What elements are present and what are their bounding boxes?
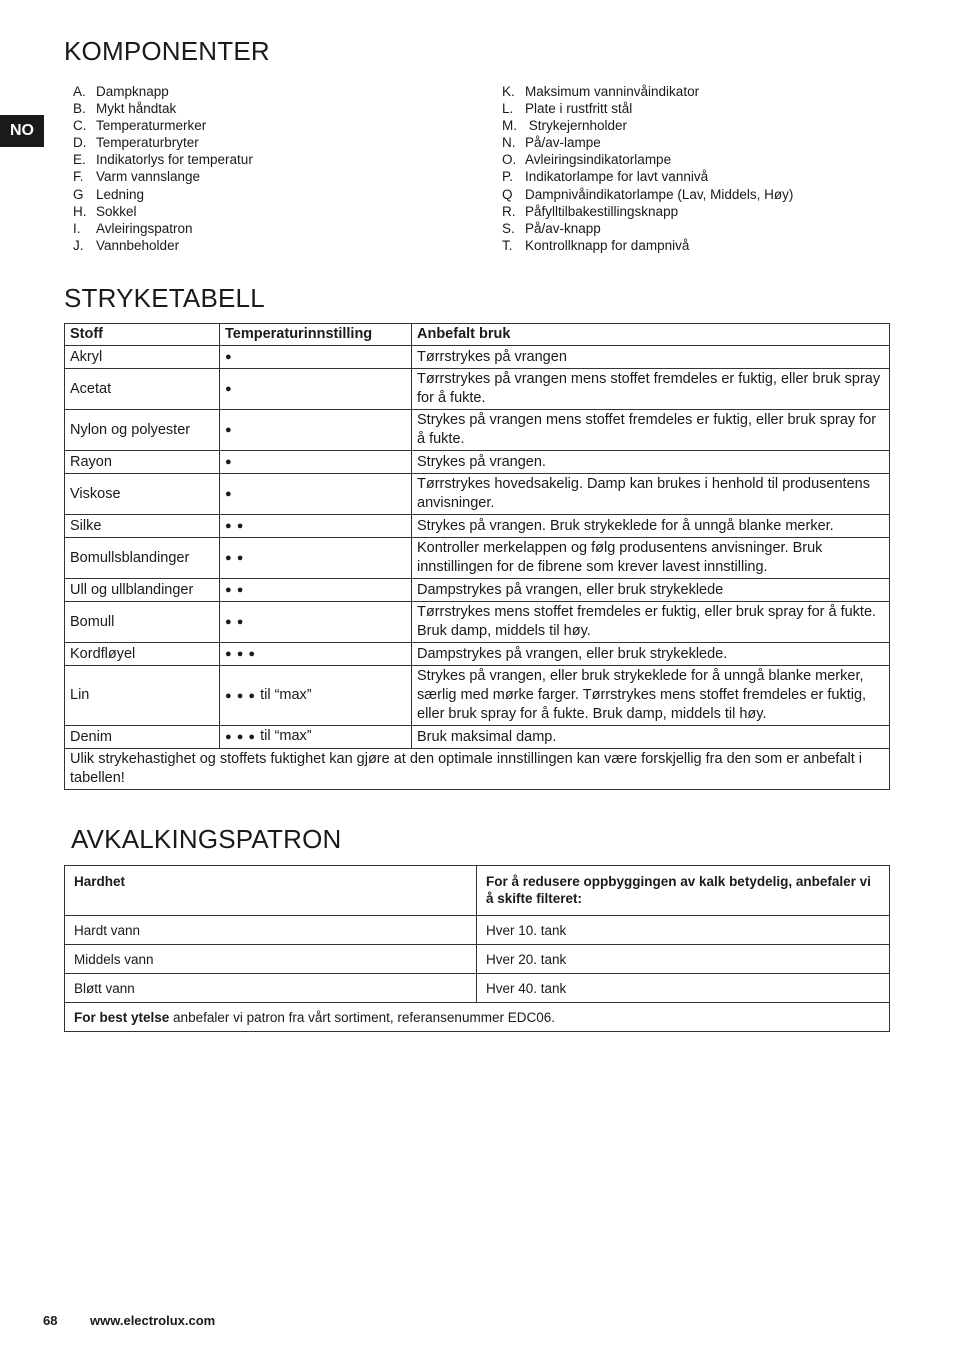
cell-hardhet: Bløtt vann <box>65 974 477 1003</box>
component-item <box>502 220 793 237</box>
component-label: Ledning <box>96 186 145 202</box>
component-label: Kontrollknapp for dampnivå <box>525 237 690 253</box>
component-item <box>502 100 793 117</box>
component-item <box>73 220 253 237</box>
temperature-extra: til “max” <box>256 728 312 744</box>
cell-anbefalt-bruk: Tørrstrykes hovedsakelig. Damp kan brukes i henhold til produsentens anvisninger. <box>412 474 890 515</box>
component-item <box>73 151 253 168</box>
cell-anbefalt-bruk: Bruk maksimal damp. <box>412 726 890 749</box>
component-item <box>73 117 253 134</box>
component-list-left <box>73 83 253 254</box>
component-letter: T. <box>502 237 513 253</box>
component-letter: R. <box>502 203 516 219</box>
component-letter: L. <box>502 101 514 117</box>
table-row <box>65 410 890 451</box>
component-label: Sokkel <box>96 203 137 219</box>
temperature-dots: ● <box>225 488 233 500</box>
table-row <box>65 643 890 666</box>
component-letter: A. <box>73 84 86 99</box>
component-label: Strykejernholder <box>525 118 628 134</box>
table-row <box>65 346 890 369</box>
header-anbefaling: For å redusere oppbyggingen av kalk betydelig, anbefaler vi å skifte filteret: <box>477 866 890 916</box>
component-label: Temperaturmerker <box>96 118 207 134</box>
component-label: Varm vannslange <box>96 169 201 185</box>
header-temperatur: Temperaturinnstilling <box>220 324 412 346</box>
cell-anbefalt-bruk: Kontroller merkelappen og følg produsentens anvisninger. Bruk innstillingen for de fibrene som krever lavest innstilling. <box>412 538 890 579</box>
component-item <box>73 186 253 203</box>
table-row <box>65 474 890 515</box>
table-header-row <box>65 866 890 916</box>
header-stoff: Stoff <box>65 324 220 346</box>
temperature-dots: ● <box>225 456 233 468</box>
temperature-dots: ● ● ● <box>225 648 257 660</box>
cell-stoff: Silke <box>65 515 220 538</box>
cell-temperatur <box>220 515 412 538</box>
table-note: Ulik strykehastighet og stoffets fuktighet kan gjøre at den optimale innstillingen kan være forskjellig fra den som er anbefalt i tabellen! <box>65 749 890 790</box>
table-row <box>65 974 890 1003</box>
temperature-dots: ● <box>225 424 233 436</box>
section-title-avkalkingspatron: AVKALKINGSPATRON <box>71 824 342 854</box>
cell-temperatur <box>220 474 412 515</box>
cell-stoff: Nylon og polyester <box>65 410 220 451</box>
component-letter: B. <box>73 101 86 117</box>
cell-hardhet: Hardt vann <box>65 916 477 945</box>
website-link: www.electrolux.com <box>90 1313 216 1328</box>
section-title-komponenter: KOMPONENTER <box>64 36 270 66</box>
descaling-note <box>65 1003 890 1032</box>
note-bold: For best ytelse <box>74 1009 170 1025</box>
component-label: På/av-lampe <box>525 135 601 151</box>
component-item <box>73 134 253 151</box>
table-row <box>65 515 890 538</box>
ironing-table <box>64 323 890 790</box>
component-label: Påfylltilbakestillingsknapp <box>525 203 679 219</box>
component-item <box>502 83 793 100</box>
component-letter: J. <box>73 237 84 253</box>
component-letter: S. <box>502 220 515 236</box>
table-row <box>65 538 890 579</box>
component-label: Maksimum vanninvåindikator <box>525 84 700 99</box>
component-label: Plate i rustfritt stål <box>525 101 633 117</box>
cell-temperatur <box>220 538 412 579</box>
cell-anbefalt-bruk: Dampstrykes på vrangen, eller bruk strykeklede. <box>412 643 890 666</box>
table-row <box>65 916 890 945</box>
cell-stoff: Kordfløyel <box>65 643 220 666</box>
cell-temperatur <box>220 726 412 749</box>
page-number: 68 <box>43 1313 58 1328</box>
cell-temperatur <box>220 666 412 726</box>
component-item <box>502 203 793 220</box>
cell-anbefalt-bruk: Strykes på vrangen. Bruk strykeklede for å unngå blanke merker. <box>412 515 890 538</box>
cell-stoff: Denim <box>65 726 220 749</box>
cell-temperatur <box>220 602 412 643</box>
component-item <box>73 168 253 185</box>
component-letter: I. <box>73 220 81 236</box>
cell-anbefalt-bruk: Strykes på vrangen. <box>412 451 890 474</box>
component-item <box>73 203 253 220</box>
component-label: Dampnivåindikatorlampe (Lav, Middels, Høy) <box>525 186 794 202</box>
header-hardhet: Hardhet <box>65 866 477 916</box>
cell-stoff: Acetat <box>65 369 220 410</box>
cell-stoff: Akryl <box>65 346 220 369</box>
cell-temperatur <box>220 369 412 410</box>
temperature-dots: ● ● ● <box>225 689 257 702</box>
cell-temperatur <box>220 643 412 666</box>
note-rest: anbefaler vi patron fra vårt sortiment, referansenummer EDC06. <box>169 1009 555 1025</box>
cell-hardhet: Middels vann <box>65 945 477 974</box>
component-label: Avleiringspatron <box>96 220 193 236</box>
cell-temperatur <box>220 346 412 369</box>
table-row <box>65 579 890 602</box>
table-header-row <box>65 324 890 346</box>
cell-anbefalt-bruk: Tørrstrykes på vrangen mens stoffet fremdeles er fuktig, eller bruk spray for å fukte. <box>412 369 890 410</box>
component-item <box>502 168 793 185</box>
cell-stoff: Ull og ullblandinger <box>65 579 220 602</box>
component-letter: E. <box>73 152 86 168</box>
component-item <box>502 151 793 168</box>
temperature-extra: til “max” <box>256 686 312 703</box>
component-list-right <box>502 83 793 254</box>
component-label: Dampknapp <box>96 84 169 99</box>
component-letter: C. <box>73 118 87 134</box>
component-item <box>73 100 253 117</box>
component-item <box>502 186 793 203</box>
component-letter: O. <box>502 152 517 168</box>
component-item <box>502 237 793 254</box>
cell-anbefalt-bruk: Strykes på vrangen mens stoffet fremdeles er fuktig, eller bruk spray for å fukte. <box>412 410 890 451</box>
cell-interval: Hver 40. tank <box>477 974 890 1003</box>
component-letter: F. <box>73 169 84 185</box>
cell-interval: Hver 10. tank <box>477 916 890 945</box>
component-item <box>73 237 253 254</box>
component-letter: K. <box>502 84 515 99</box>
cell-temperatur <box>220 410 412 451</box>
temperature-dots: ● ● <box>225 552 245 564</box>
cell-stoff: Bomull <box>65 602 220 643</box>
temperature-dots: ● ● ● <box>225 731 257 743</box>
language-tab: NO <box>0 115 44 147</box>
table-row <box>65 945 890 974</box>
table-row <box>65 369 890 410</box>
cell-anbefalt-bruk: Tørrstrykes mens stoffet fremdeles er fuktig, eller bruk spray for å fukte. Bruk damp, middels til høy. <box>412 602 890 643</box>
cell-stoff: Bomullsblandinger <box>65 538 220 579</box>
component-label: Vannbeholder <box>96 237 180 253</box>
cell-temperatur <box>220 451 412 474</box>
cell-temperatur <box>220 579 412 602</box>
cell-anbefalt-bruk: Tørrstrykes på vrangen <box>412 346 890 369</box>
component-label: Mykt håndtak <box>96 101 177 117</box>
cell-anbefalt-bruk: Dampstrykes på vrangen, eller bruk strykeklede <box>412 579 890 602</box>
component-letter: N. <box>502 135 516 151</box>
table-row <box>65 602 890 643</box>
temperature-dots: ● ● <box>225 520 245 532</box>
table-row <box>65 726 890 749</box>
table-note-row <box>65 1003 890 1032</box>
temperature-dots: ● <box>225 383 233 395</box>
cell-stoff: Lin <box>65 666 220 726</box>
component-label: Avleiringsindikatorlampe <box>525 152 672 168</box>
component-label: Indikatorlys for temperatur <box>96 152 253 168</box>
cell-stoff: Rayon <box>65 451 220 474</box>
component-letter: G <box>73 186 84 202</box>
component-letter: P. <box>502 169 514 185</box>
descaling-table <box>64 865 890 1032</box>
component-label: På/av-knapp <box>525 220 601 236</box>
cell-stoff: Viskose <box>65 474 220 515</box>
component-label: Indikatorlampe for lavt vannivå <box>525 169 709 185</box>
component-item <box>502 117 793 134</box>
section-title-stryketabell: STRYKETABELL <box>64 283 265 313</box>
temperature-dots: ● ● <box>225 616 245 628</box>
cell-anbefalt-bruk: Strykes på vrangen, eller bruk strykeklede for å unngå blanke merker, særlig med mørke farger. Tørrstrykes mens stoffet fremdeles er fuktig, eller bruk spray for å fukte. Bruk damp, middels til høy. <box>412 666 890 726</box>
component-letter: Q <box>502 186 513 202</box>
component-label: Temperaturbryter <box>96 135 199 151</box>
table-note-row <box>65 749 890 790</box>
component-letter: D. <box>73 135 87 151</box>
table-row <box>65 666 890 726</box>
component-letter: H. <box>73 203 87 219</box>
cell-interval: Hver 20. tank <box>477 945 890 974</box>
temperature-dots: ● ● <box>225 584 245 596</box>
header-anbefalt-bruk: Anbefalt bruk <box>412 324 890 346</box>
component-item <box>502 134 793 151</box>
component-item <box>73 83 253 100</box>
temperature-dots: ● <box>225 351 233 363</box>
component-letter: M. <box>502 118 517 134</box>
table-row <box>65 451 890 474</box>
